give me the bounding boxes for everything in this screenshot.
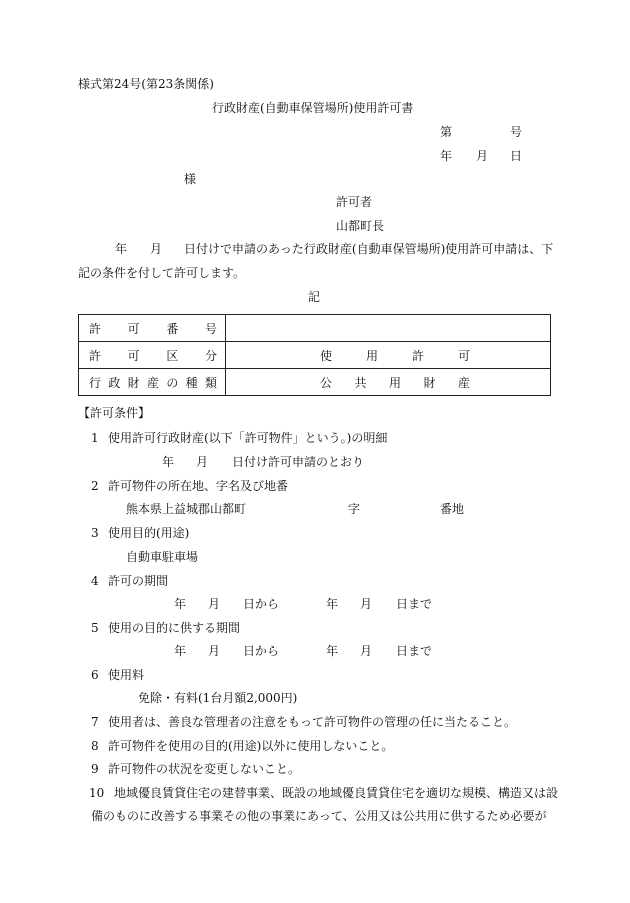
item-9-text: 許可物件の状況を変更しないこと。 <box>108 762 301 776</box>
use-from-year: 年 <box>174 644 187 658</box>
item-number: 3 <box>91 526 99 540</box>
value-char: 公 <box>320 375 333 390</box>
period-from-day: 日から <box>243 597 280 611</box>
number-suffix: 号 <box>510 125 523 139</box>
number-prefix: 第 <box>440 125 453 139</box>
date-year: 年 <box>440 149 453 163</box>
use-to-year: 年 <box>326 644 339 658</box>
value-char: 用 <box>365 348 378 363</box>
item-2-text: 許可物件の所在地、字名及び地番 <box>108 479 289 493</box>
item-number: 2 <box>91 479 99 493</box>
item-2-banchi: 番地 <box>440 502 465 516</box>
row-label-property-type: 行政財産の種類 <box>79 369 226 396</box>
item-5-text: 使用の目的に供する期間 <box>108 621 241 635</box>
use-to-month: 月 <box>360 644 373 658</box>
conditions-heading: 【許可条件】 <box>78 406 151 420</box>
item-10-text-line-2: 備のものに改善する事業その他の事業にあって、公用又は公共用に供するため必要が <box>91 809 547 823</box>
addressee-suffix: 様 <box>184 172 197 186</box>
item-3-text: 使用目的(用途) <box>108 526 190 540</box>
row-label-permit-category: 許可区分 <box>79 342 226 369</box>
item-number: 7 <box>91 715 99 729</box>
item-number: 10 <box>89 786 105 800</box>
table-row <box>79 342 551 369</box>
item-1-year: 年 <box>162 455 175 469</box>
issuer-label: 許可者 <box>336 195 373 209</box>
table-row <box>79 369 551 396</box>
row-value-permit-number <box>226 315 551 342</box>
item-10-text-line-1: 地域優良賃貸住宅の建替事業、既設の地域優良賃貸住宅を適切な規模、構造又は設 <box>114 786 559 800</box>
date-day: 日 <box>510 149 523 163</box>
item-1-month: 月 <box>196 455 209 469</box>
value-char: 許 <box>411 348 424 363</box>
item-number: 4 <box>91 574 99 588</box>
item-number: 5 <box>91 621 99 635</box>
value-char: 用 <box>388 375 401 390</box>
value-char: 可 <box>457 348 470 363</box>
item-number: 6 <box>91 668 99 682</box>
row-label-permit-number: 許可番号 <box>79 315 226 342</box>
intro-year: 年 <box>115 242 128 256</box>
issuer-name: 山都町長 <box>336 219 385 233</box>
item-7-text: 使用者は、善良な管理者の注意をもって許可物件の管理の任に当たること。 <box>108 715 517 729</box>
period-from-year: 年 <box>174 597 187 611</box>
value-char: 共 <box>354 375 367 390</box>
intro-line-1: 日付けで申請のあった行政財産(自動車保管場所)使用許可申請は、下 <box>184 242 554 256</box>
item-1-sub-text: 日付け許可申請のとおり <box>232 455 365 469</box>
value-char: 使 <box>320 348 333 363</box>
row-value-property-type <box>226 369 551 396</box>
item-1-text: 使用許可行政財産(以下「許可物件」という。)の明細 <box>108 431 388 445</box>
row-value-permit-category <box>226 342 551 369</box>
ki-heading: 記 <box>308 290 321 304</box>
value-char: 財 <box>423 375 436 390</box>
intro-month: 月 <box>150 242 163 256</box>
permit-table <box>78 314 551 396</box>
item-2-aza: 字 <box>348 502 361 516</box>
form-number: 様式第24号(第23条関係) <box>78 77 214 91</box>
period-to-month: 月 <box>360 597 373 611</box>
item-2-address: 熊本県上益城郡山都町 <box>126 502 247 516</box>
item-8-text: 許可物件を使用の目的(用途)以外に使用しないこと。 <box>108 739 394 753</box>
period-to-day: 日まで <box>396 597 433 611</box>
item-number: 9 <box>91 762 99 776</box>
date-month: 月 <box>476 149 489 163</box>
use-from-day: 日から <box>243 644 280 658</box>
period-from-month: 月 <box>208 597 221 611</box>
use-to-day: 日まで <box>396 644 433 658</box>
use-from-month: 月 <box>208 644 221 658</box>
item-number: 1 <box>91 431 99 445</box>
item-3-sub: 自動車駐車場 <box>126 550 199 564</box>
document-title: 行政財産(自動車保管場所)使用許可書 <box>212 101 414 115</box>
item-6-sub: 免除・有料(1台月額2,000円) <box>138 691 298 705</box>
item-6-text: 使用料 <box>108 668 145 682</box>
period-to-year: 年 <box>326 597 339 611</box>
item-number: 8 <box>91 739 99 753</box>
value-char: 産 <box>457 375 470 390</box>
item-4-text: 許可の期間 <box>108 574 169 588</box>
intro-line-2: 記の条件を付して許可します。 <box>78 266 246 280</box>
table-row <box>79 315 551 342</box>
